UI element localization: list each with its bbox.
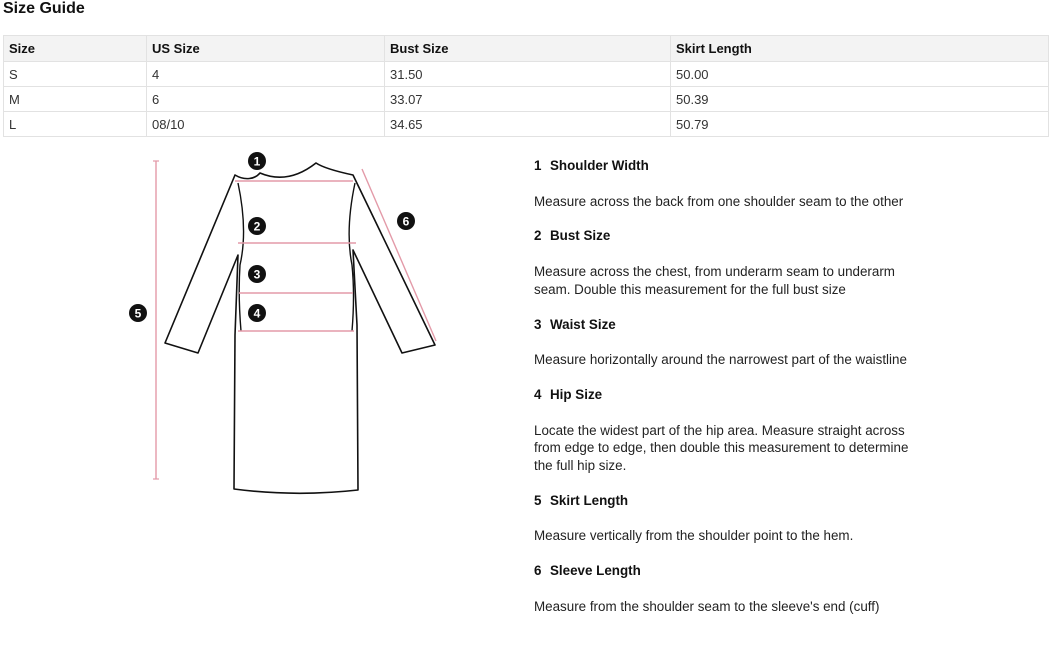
marker-5-label: 5 [134,306,142,321]
guide-item-skirt-length [534,492,909,545]
guide-item-hip-size [534,386,909,475]
cell-size: S [4,62,147,87]
cell-skirt-length: 50.00 [671,62,1049,87]
guide-item-shoulder-width [534,157,909,210]
guide-heading [534,157,909,175]
cell-skirt-length: 50.79 [671,112,1049,137]
cell-us-size: 4 [147,62,385,87]
guide-description: Measure across the back from one shoulder seam to the other [534,193,904,209]
table-row [4,112,1049,137]
guide-title: Shoulder Width [550,158,649,173]
guide-number: 5 [534,492,542,508]
dress-outline [165,163,435,493]
marker-6-label: 6 [402,214,410,229]
marker-4 [248,304,266,322]
marker-3-label: 3 [253,267,261,282]
guide-number: 2 [534,228,542,244]
cell-size: M [4,87,147,112]
column-header-bust-size: Bust Size [385,36,671,62]
guide-description: Measure across the chest, from underarm seam to underarm seam. Double this measurement for the full bust size [534,264,895,297]
guide-description: Measure vertically from the shoulder point to the hem. [534,528,854,544]
guide-description: Measure from the shoulder seam to the sleeve's end (cuff) [534,598,880,614]
guide-title: Bust Size [550,228,611,244]
marker-4-label: 4 [253,306,261,321]
guide-heading [534,386,909,404]
marker-2 [248,217,266,235]
cell-bust-size: 33.07 [385,87,671,112]
guide-title: Waist Size [550,316,616,332]
guide-number: 1 [534,158,542,173]
size-table [3,35,1049,137]
guide-title: Sleeve Length [550,563,641,579]
marker-5 [129,304,147,322]
guide-item-sleeve-length [534,562,909,615]
table-header-row [4,36,1049,62]
guide-description: Measure horizontally around the narrowest part of the waistline [534,352,907,368]
page-title: Size Guide [3,0,85,17]
table-row [4,87,1049,112]
column-header-size: Size [4,36,147,62]
measurement-guide [534,157,909,633]
cell-skirt-length: 50.39 [671,87,1049,112]
marker-1-label: 1 [253,154,261,169]
guide-heading [534,227,909,245]
cell-bust-size: 31.50 [385,62,671,87]
guide-heading [534,316,909,334]
guide-number: 3 [534,316,542,332]
cell-bust-size: 34.65 [385,112,671,137]
cell-us-size: 08/10 [147,112,385,137]
table-row [4,62,1049,87]
marker-6 [397,212,415,230]
guide-number: 4 [534,386,542,402]
guide-number: 6 [534,563,542,579]
guide-title: Hip Size [550,386,603,402]
column-header-us-size: US Size [147,36,385,62]
guide-item-waist-size [534,316,909,369]
sleeve-length-line [362,169,436,341]
cell-size: L [4,112,147,137]
column-header-skirt-length: Skirt Length [671,36,1049,62]
marker-1 [248,152,266,170]
guide-item-bust-size [534,227,909,298]
guide-heading [534,492,909,510]
marker-3 [248,265,266,283]
guide-description: Locate the widest part of the hip area. Measure straight across from edge to edge, then double this measurement to determine the full hip size. [534,422,909,474]
guide-title: Skirt Length [550,492,629,508]
dress-side-seam-left [238,183,244,331]
marker-2-label: 2 [253,219,261,234]
dress-measurement-diagram [120,145,460,505]
cell-us-size: 6 [147,87,385,112]
guide-heading [534,562,909,580]
